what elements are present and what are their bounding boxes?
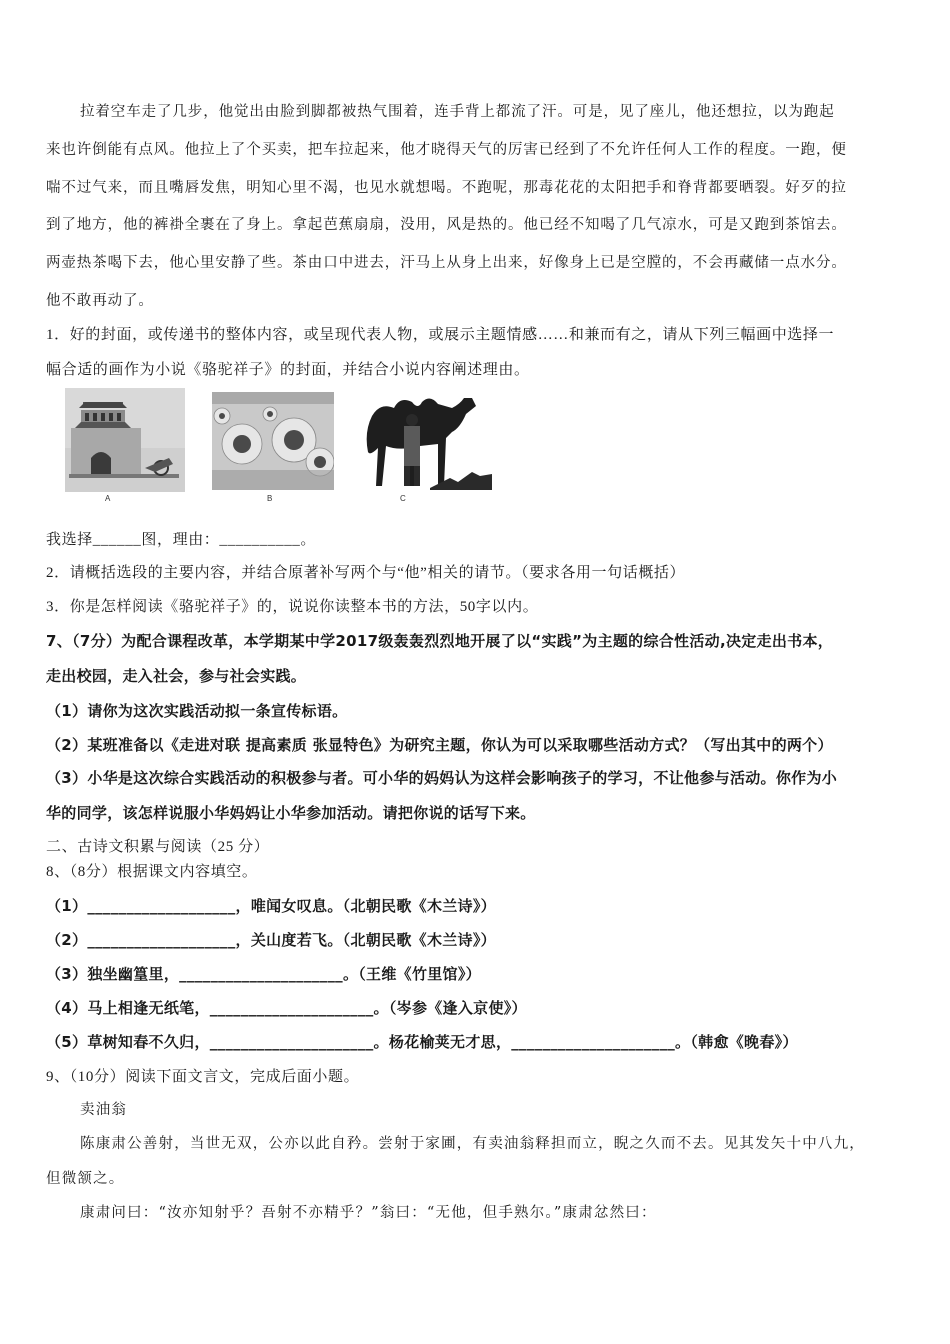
question-1-line-2: 幅合适的画作为小说《骆驼祥子》的封面，并结合小说内容阐述理由。 <box>46 362 530 378</box>
passage-line-2: 来也许倒能有点风。他拉上了个买卖，把车拉起来，他才晓得天气的厉害已经到了不允许任何人工作的程度。一跑，便 <box>46 142 847 158</box>
question-8-item-2: （2）___________________，关山度若飞。（北朝民歌《木兰诗》） <box>46 931 496 949</box>
question-1-line-1: 1．好的封面，或传递书的整体内容，或呈现代表人物，或展示主题情感……和兼而有之，请从下列三幅画中选择一 <box>46 327 835 343</box>
image-b-sunflowers <box>212 392 334 503</box>
question-8-item-5: （5）草树知春不久归，_____________________。杨花榆荚无才思，_____________________。（韩愈《晚春》） <box>46 1033 798 1051</box>
image-c-camel <box>360 392 494 503</box>
question-7-sub-2: （2）某班准备以《走进对联 提高素质 张显特色》为研究主题，你认为可以采取哪些活动方式？（写出其中的两个） <box>46 736 833 754</box>
question-3: 3．你是怎样阅读《骆驼祥子》的，说说你读整本书的方法，50字以内。 <box>46 599 539 615</box>
question-7-sub-1: （1）请你为这次实践活动拟一条宣传标语。 <box>46 702 348 720</box>
classical-text-p1-line-1: 陈康肃公善射，当世无双，公亦以此自矜。尝射于家圃，有卖油翁释担而立，睨之久而不去。见其发矢十中八九， <box>80 1136 865 1152</box>
question-7-line-2: 走出校园，走入社会，参与社会实践。 <box>46 667 307 685</box>
question-8-title: 8、（8分）根据课文内容填空。 <box>46 864 258 880</box>
image-c-label: C <box>400 494 406 503</box>
image-b-label: B <box>267 494 273 503</box>
classical-text-p2: 康肃问曰：“汝亦知射乎？吾射不亦精乎？”翁曰：“无他，但手熟尔。”康肃忿然曰： <box>80 1205 657 1221</box>
image-a-city-gate <box>65 388 185 503</box>
question-2: 2．请概括选段的主要内容，并结合原著补写两个与“他”相关的请节。（要求各用一句话概括） <box>46 565 686 581</box>
question-8-item-1: （1）___________________，唯闻女叹息。（北朝民歌《木兰诗》） <box>46 897 496 915</box>
passage-line-3: 喘不过气来，而且嘴唇发焦，明知心里不渴，也见水就想喝。不跑呢，那毒花花的太阳把手和脊背都要晒裂。好歹的拉 <box>46 180 847 196</box>
classical-text-p1-line-2: 但微颔之。 <box>46 1171 125 1187</box>
question-7-sub-3-line-1: （3）小华是这次综合实践活动的积极参与者。可小华的妈妈认为这样会影响孩子的学习，不让他参与活动。你作为小 <box>46 769 838 787</box>
passage-line-5: 两壶热茶喝下去，他心里安静了些。茶由口中进去，汗马上从身上出来，好像身上已是空膛的，不会再藏储一点水分。 <box>46 255 847 271</box>
question-8-item-3: （3）独坐幽篁里，_____________________。（王维《竹里馆》） <box>46 965 481 983</box>
answer-blank-line: 我选择______图，理由：__________。 <box>46 532 317 548</box>
passage-line-6: 他不敢再动了。 <box>46 293 154 309</box>
image-a-label: A <box>105 494 111 503</box>
classical-text-heading: 卖油翁 <box>80 1102 128 1118</box>
section-2-heading: 二、古诗文积累与阅读（25 分） <box>46 839 270 855</box>
question-7-sub-3-line-2: 华的同学，该怎样说服小华妈妈让小华参加活动。请把你说的话写下来。 <box>46 804 536 822</box>
passage-line-1: 拉着空车走了几步，他觉出由脸到脚都被热气围着，连手背上都流了汗。可是，见了座儿，他还想拉，以为跑起 <box>80 104 835 120</box>
question-7-line-1: 7、（7分）为配合课程改革，本学期某中学2017级轰轰烈烈地开展了以“实践”为主题的综合性活动,决定走出书本， <box>46 632 834 650</box>
passage-line-4: 到了地方，他的裤褂全裹在了身上。拿起芭蕉扇扇，没用，风是热的。他已经不知喝了几气凉水，可是又跑到茶馆去。 <box>46 217 847 233</box>
question-9-title: 9、（10分）阅读下面文言文，完成后面小题。 <box>46 1069 360 1085</box>
question-8-item-4: （4）马上相逢无纸笔，_____________________。（岑参《逢入京使》） <box>46 999 527 1017</box>
